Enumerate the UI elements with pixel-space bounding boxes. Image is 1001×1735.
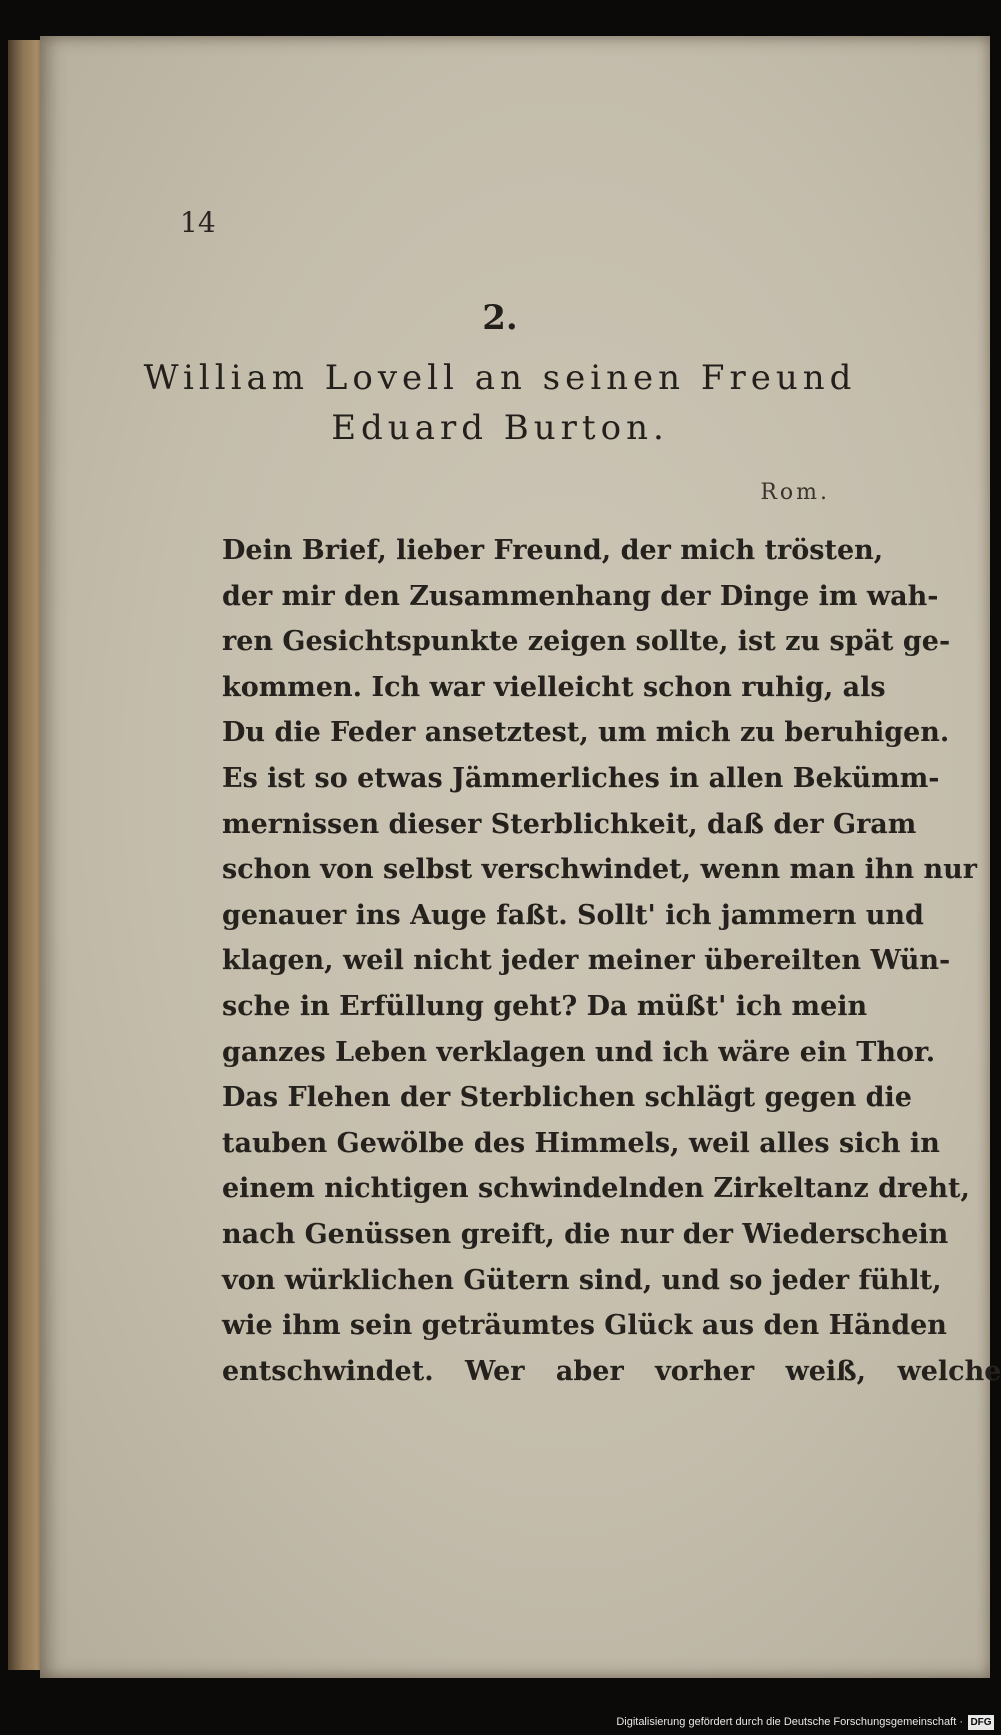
text-line: sche in Erfüllung geht? Da müßt' ich mein — [222, 990, 868, 1022]
text-line: einem nichtigen schwindelnden Zirkeltanz dreht, — [222, 1173, 970, 1205]
text-line: wie ihm sein geträumtes Glück aus den Händen — [222, 1310, 947, 1342]
text-line: Dein Brief, lieber Freund, der mich trösten, — [222, 535, 884, 566]
letter-heading-line-1: William Lovell an seinen Freund — [143, 358, 857, 398]
text-line: genauer ins Auge faßt. Sollt' ich jammern und — [222, 899, 924, 931]
text-line: Es ist so etwas Jämmerliches in allen Bekümm- — [222, 762, 940, 794]
text-line: Du die Feder ansetztest, um mich zu beruhigen. — [222, 717, 950, 749]
text-line: klagen, weil nicht jeder meiner übereilten Wün- — [222, 945, 951, 977]
text-line: kommen. Ich war vielleicht schon ruhig, als — [222, 671, 886, 703]
text-line: ren Gesichtspunkte zeigen sollte, ist zu spät ge- — [222, 626, 951, 658]
page-number: 14 — [180, 206, 216, 239]
book-spine-edge — [8, 40, 44, 1670]
dfg-logo: DFG — [968, 1715, 994, 1730]
digitization-credit: Digitalisierung gefördert durch die Deutsche Forschungsgemeinschaft · — [616, 1716, 963, 1728]
text-line: mernissen dieser Sterblichkeit, daß der Gram — [222, 808, 917, 840]
text-line: Das Flehen der Sterblichen schlägt gegen die — [222, 1082, 912, 1114]
text-line: entschwindet. Wer aber vorher weiß, welche — [222, 1355, 1001, 1387]
letter-body — [222, 528, 1001, 1394]
text-line: nach Genüssen greift, die nur der Wiederschein — [222, 1218, 949, 1250]
text-line: ganzes Leben verklagen und ich wäre ein Thor. — [222, 1036, 936, 1068]
letter-place: Rom. — [760, 480, 830, 505]
text-line: der mir den Zusammenhang der Dinge im wah- — [222, 580, 939, 612]
text-line: von würklichen Gütern sind, und so jeder fühlt, — [222, 1264, 942, 1296]
text-line: schon von selbst verschwindet, wenn man ihn nur — [222, 854, 978, 886]
letter-number: 2. — [482, 298, 518, 338]
text-line: tauben Gewölbe des Himmels, weil alles sich in — [222, 1127, 940, 1159]
letter-heading-line-2: Eduard Burton. — [331, 408, 669, 448]
